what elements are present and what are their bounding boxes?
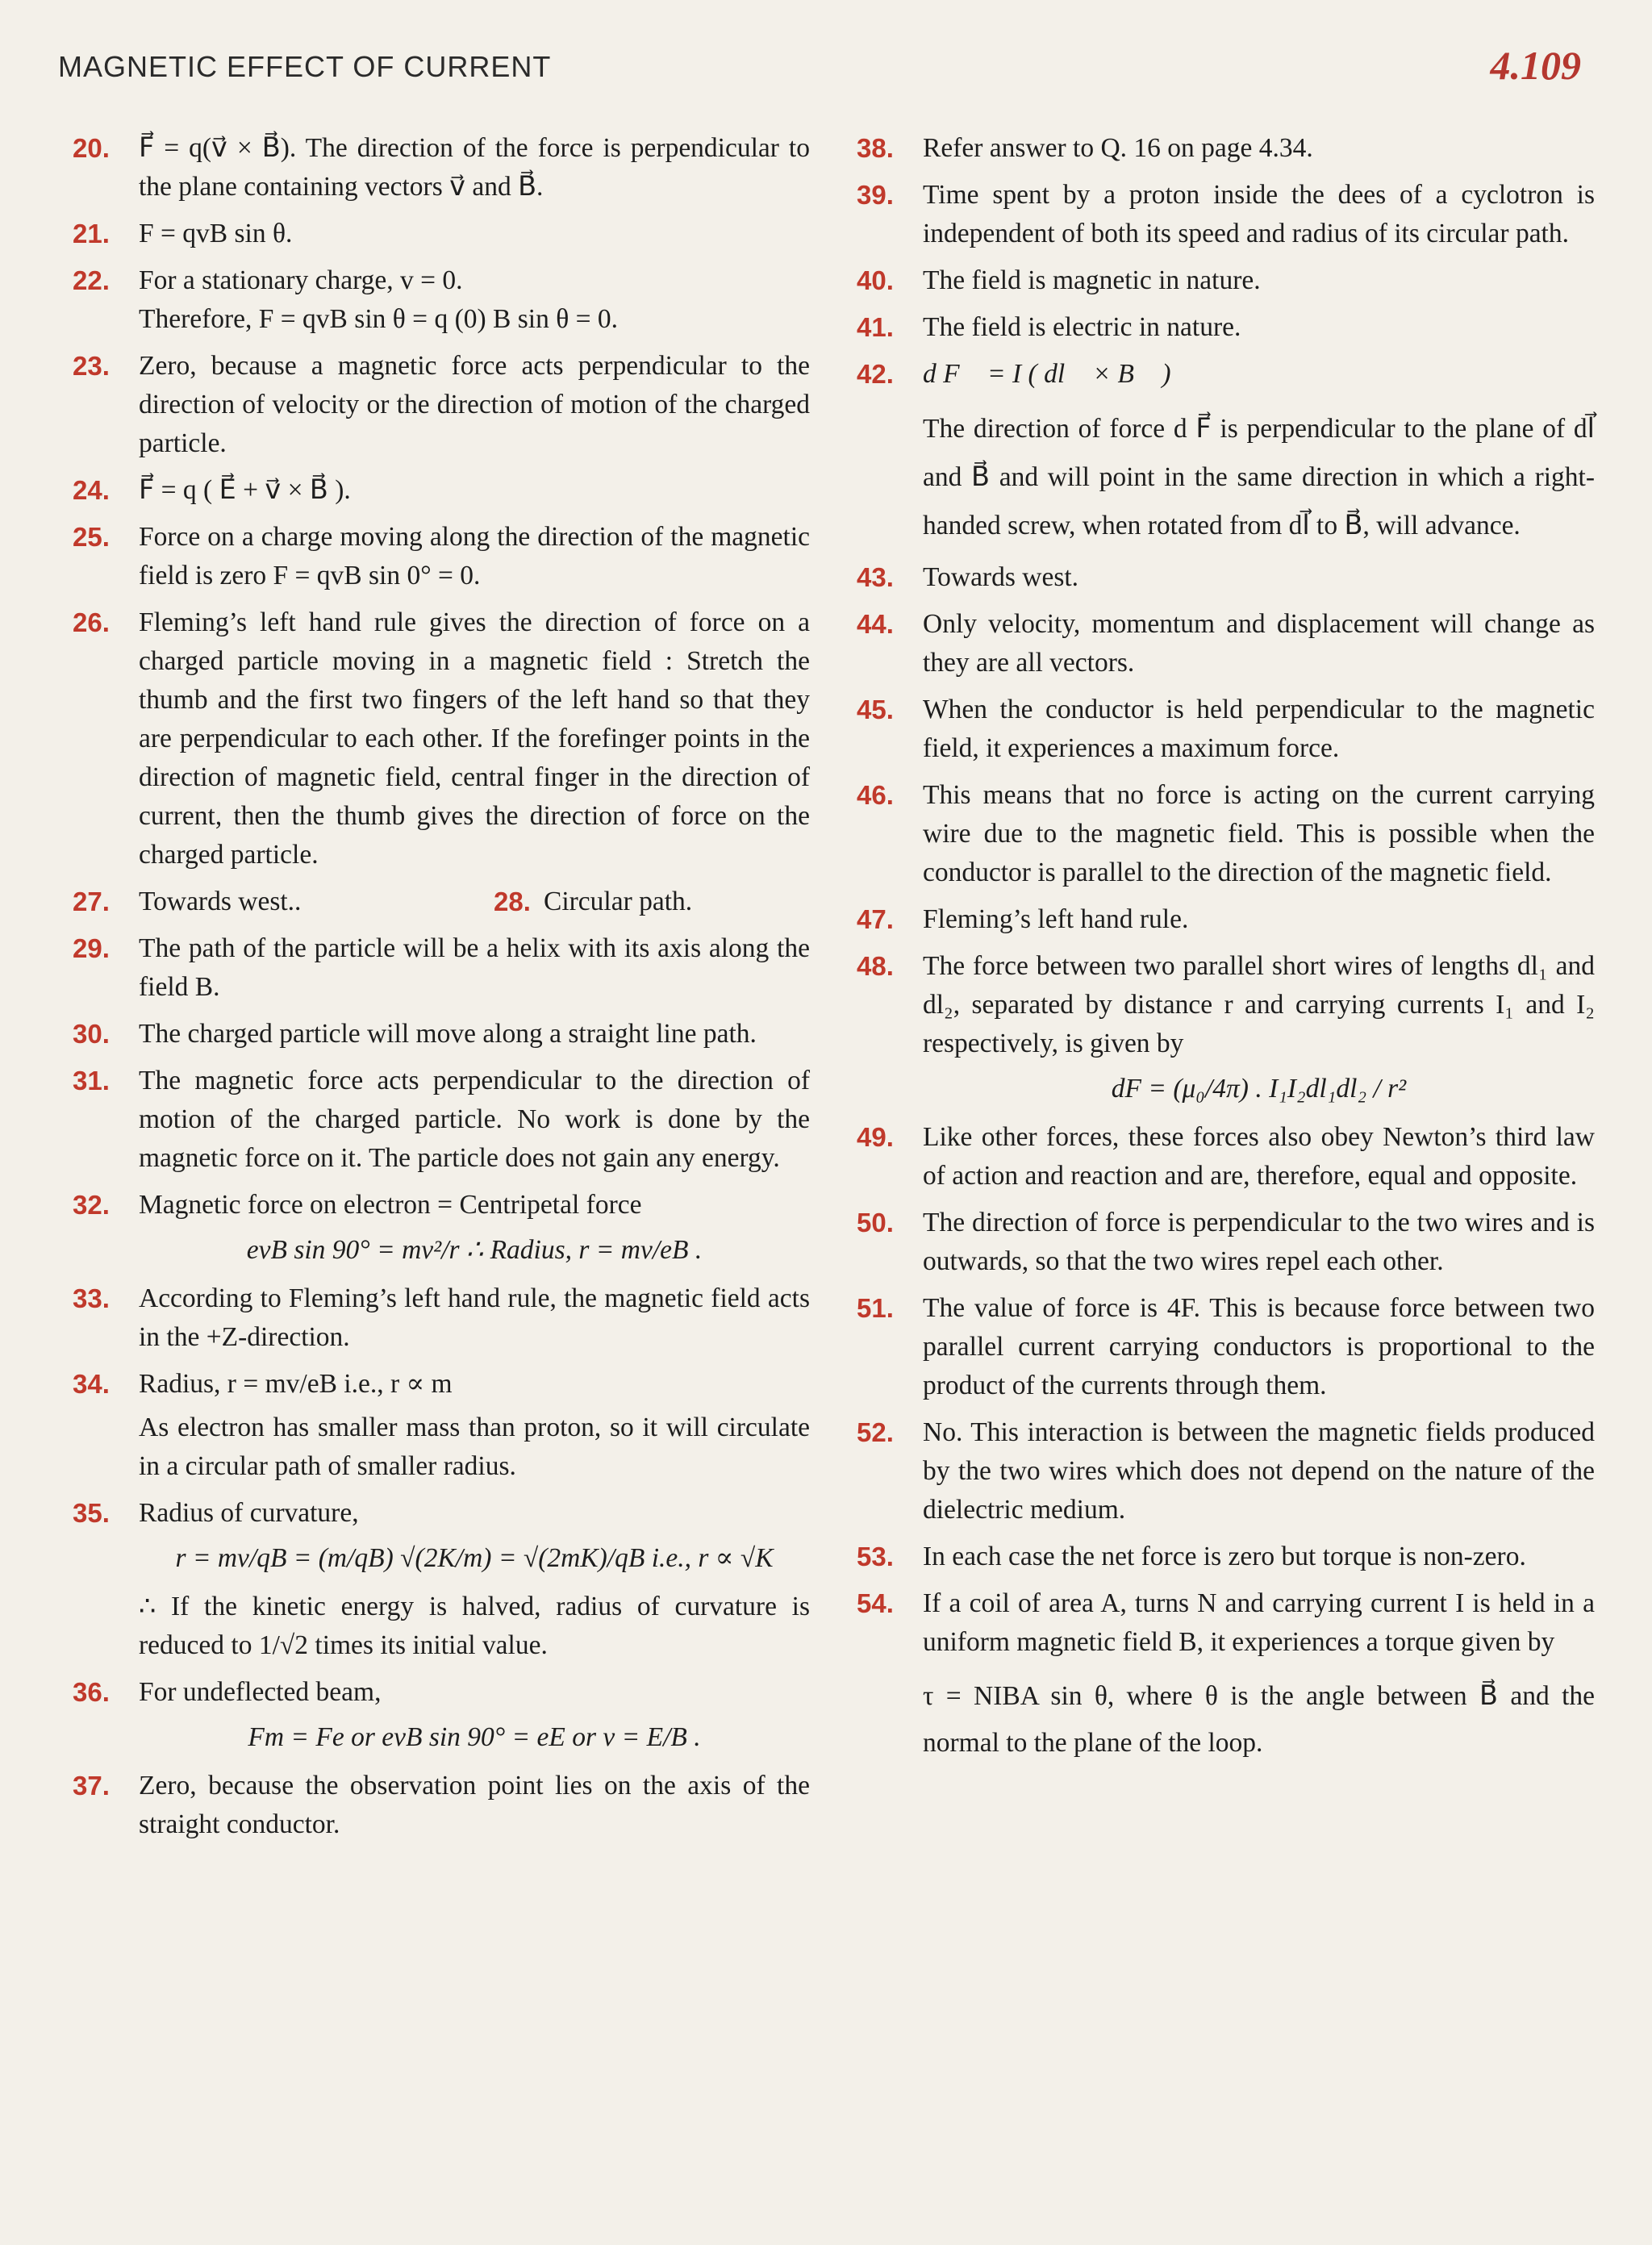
answer-20: 20. F⃗ = q(v⃗ × B⃗). The direction of the force is perpendicular to the plane containing vectors v⃗ and B⃗. xyxy=(73,129,810,207)
answer-39: 39. Time spent by a proton inside the dees of a cyclotron is independent of both its speed and radius of its circular path. xyxy=(857,180,1595,248)
answer-54: 54. If a coil of area A, turns N and carrying current I is held in a uniform magnetic field B, it experiences a torque given by τ = NIBA sin θ, where θ is the angle between B⃗ and the normal to the plane of the loop. xyxy=(857,1588,1595,1758)
answer-52: 52. No. This interaction is between the magnetic fields produced by the two wires which does not depend on the nature of the dielectric medium. xyxy=(857,1417,1595,1525)
answer-31: 31. The magnetic force acts perpendicular to the direction of motion of the charged particle. No work is done by the magnetic force on it. The particle does not gain any energy. xyxy=(73,1066,810,1173)
equation: dF = (μ₀/4π) . I₁I₂dl₁dl₂ / r² xyxy=(1111,1074,1407,1104)
answer-30: 30. The charged particle will move along a straight line path. xyxy=(73,1019,757,1049)
answer-48: 48. The force between two parallel short wires of lengths dl₁ and dl₂, separated by distance r and carrying currents I₁ and I₂ respectively, is given by dF = (μ₀/4π) . I₁I₂dl₁dl₂ / r² xyxy=(857,947,1595,1108)
answer-33: 33. According to Fleming’s left hand rule, the magnetic field acts in the +Z-direction. xyxy=(73,1283,810,1352)
answer-27: 27. Towards west.. xyxy=(73,887,302,916)
answer-53: 53. In each case the net force is zero but torque is non-zero. xyxy=(857,1542,1526,1571)
answer-46: 46. This means that no force is acting on the current carrying wire due to the magnetic field. This is possible when the conductor is parallel to the direction of the magnetic field. xyxy=(857,780,1595,887)
answer-38: 38. Refer answer to Q. 16 on page 4.34. xyxy=(857,133,1313,163)
answer-number: 20. xyxy=(73,133,110,163)
answer-21: 21. F = qvB sin θ. xyxy=(73,219,293,248)
answer-29: 29. The path of the particle will be a helix with its axis along the field B. xyxy=(73,933,810,1002)
answer-43: 43. Towards west. xyxy=(857,562,1079,592)
running-head: MAGNETIC EFFECT OF CURRENT xyxy=(58,50,552,83)
answer-34: 34. Radius, r = mv/eB i.e., r ∝ m As electron has smaller mass than proton, so it will circulate in a circular path of smaller radius. xyxy=(73,1369,810,1481)
equation: r = mv/qB = (m/qB) √(2K/m) = √(2mK)/qB i.e., r ∝ √K xyxy=(175,1543,774,1573)
answer-28: 28. Circular path. xyxy=(494,887,693,916)
left-column xyxy=(73,129,810,1852)
page-number: 4.109 xyxy=(1490,43,1581,88)
answer-37: 37. Zero, because the observation point lies on the axis of the straight conductor. xyxy=(73,1771,810,1839)
answer-26: 26. Fleming’s left hand rule gives the direction of force on a charged particle moving in a magnetic field : Stretch the thumb and the first two fingers of the left hand so that they are perpendicular to each other. If the forefinger points in the direction of magnetic field, central finger in the direction of current, then the thumb gives the direction of force on the charged particle. xyxy=(73,607,810,870)
answer-36: 36. For undeflected beam, Fm = Fe or evB sin 90° = eE or v = E/B . xyxy=(73,1673,810,1757)
answer-44: 44. Only velocity, momentum and displacement will change as they are all vectors. xyxy=(857,609,1595,678)
answer-40: 40. The field is magnetic in nature. xyxy=(857,265,1261,295)
answer-41: 41. The field is electric in nature. xyxy=(857,312,1241,342)
answers-27-28 xyxy=(73,883,810,929)
answer-25: 25. Force on a charge moving along the direction of the magnetic field is zero F = qvB sin 0° = 0. xyxy=(73,522,810,590)
answer-42: 42. d F⃗ = I ( dl⃗ × B⃗ ) The direction of force d F⃗ is perpendicular to the plane of dl⃗ and B⃗ and will point in the same direction in which a right-handed screw, when rotated from dl⃗ to B⃗, will advance. xyxy=(857,359,1595,540)
answer-24: 24. F⃗ = q ( E⃗ + v⃗ × B⃗ ). xyxy=(73,475,351,505)
answer-35: 35. Radius of curvature, r = mv/qB = (m/qB) √(2K/m) = √(2mK)/qB i.e., r ∝ √K ∴ If the kinetic energy is halved, radius of curvature is reduced to 1/√2 times its initial value. xyxy=(73,1498,810,1660)
answer-45: 45. When the conductor is held perpendicular to the magnetic field, it experiences a maximum force. xyxy=(857,695,1595,763)
equation: evB sin 90° = mv²/r ∴ Radius, r = mv/eB . xyxy=(246,1235,703,1265)
answer-23: 23. Zero, because a magnetic force acts perpendicular to the direction of velocity or the direction of motion of the charged particle. xyxy=(73,351,810,458)
answer-49: 49. Like other forces, these forces also obey Newton’s third law of action and reaction and are, therefore, equal and opposite. xyxy=(857,1122,1595,1191)
answer-51: 51. The value of force is 4F. This is because force between two parallel current carrying conductors is proportional to the product of the currents through them. xyxy=(857,1293,1595,1400)
answer-22: 22. For a stationary charge, v = 0. Therefore, F = qvB sin θ = q (0) B sin θ = 0. xyxy=(73,265,619,334)
answer-32: 32. Magnetic force on electron = Centripetal force evB sin 90° = mv²/r ∴ Radius, r = mv/eB . xyxy=(73,1186,810,1270)
answer-47: 47. Fleming’s left hand rule. xyxy=(857,904,1189,934)
right-column xyxy=(857,129,1595,1775)
equation: Fm = Fe or evB sin 90° = eE or v = E/B . xyxy=(248,1722,701,1752)
answer-50: 50. The direction of force is perpendicular to the two wires and is outwards, so that the two wires repel each other. xyxy=(857,1208,1595,1276)
